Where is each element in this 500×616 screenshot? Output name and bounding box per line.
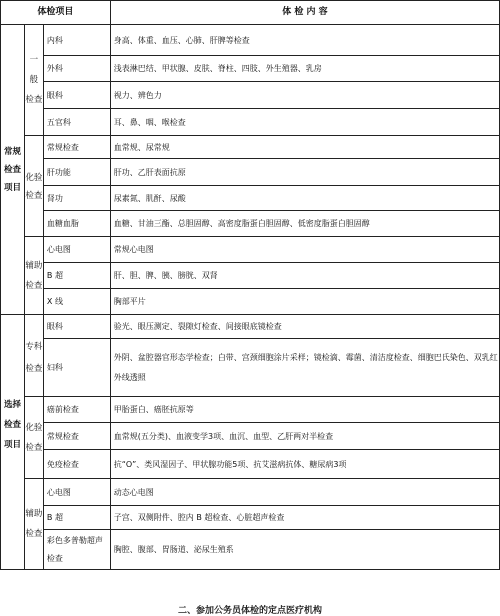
row-content: 常规心电图 [110,237,499,263]
row-item: 眼科 [43,82,110,109]
row-item: 癌前检查 [43,397,110,423]
table-row [1,263,500,289]
table-row [1,56,500,82]
row-item: X 线 [43,289,110,315]
row-content: 验光、眼压测定、裂隙灯检查、间接眼底镜检查 [110,315,499,339]
table-row [1,186,500,211]
row-item: 心电图 [43,237,110,263]
row-content: 耳、鼻、咽、喉检查 [110,109,499,136]
row-item: 免疫检查 [43,450,110,479]
row-content: 外阴、盆腔器官形态学检查；白带、宫颈细胞涂片采样；镜检滴、霉菌、清洁度检查、细胞巴氏染色、双乳红外线透照 [110,339,499,397]
general-subgroup-label: 一 般 检查 [24,25,43,136]
table-row [1,289,500,315]
row-content: 肝功、乙肝表面抗原 [110,159,499,186]
row-content: 血常规、尿常规 [110,136,499,159]
row-content: 血糖、甘油三酯、总胆固醇、高密度脂蛋白胆固醇、低密度脂蛋白胆固醇 [110,211,499,237]
row-content: 子宫、双侧附件、腔内 B 超检查、心脏超声检查 [110,506,499,530]
aux-subgroup-label: 辅助 检查 [24,237,43,315]
row-content: 肝、胆、脾、胰、膀胱、双肾 [110,263,499,289]
row-content: 身高、体重、血压、心肺、肝脾等检查 [110,25,499,56]
table-row [1,397,500,423]
lab2-subgroup-label: 化验 检查 [24,397,43,479]
table-row [1,315,500,339]
section-heading-footer: 二、参加公务员体检的定点医疗机构 [177,606,322,616]
table-row [1,530,500,570]
specialty-subgroup-label: 专科 检查 [24,315,43,397]
row-content: 尿素氮、肌酐、尿酸 [110,186,499,211]
row-item: 五官科 [43,109,110,136]
row-item: B 超 [43,263,110,289]
table-row [1,237,500,263]
row-item: 妇科 [43,339,110,397]
table-row [1,82,500,109]
row-content: 视力、辨色力 [110,82,499,109]
row-item: B 超 [43,506,110,530]
table-row [1,136,500,159]
row-item: 心电图 [43,479,110,506]
row-item: 肾功 [43,186,110,211]
row-content: 胸部平片 [110,289,499,315]
header-content-column: 体 检 内 容 [110,1,499,25]
table-row [1,479,500,506]
row-content: 浅表淋巴结、甲状腺、皮肤、脊柱、四肢、外生殖器、乳房 [110,56,499,82]
row-item: 常规检查 [43,423,110,450]
row-content: 胸腔、腹部、胃肠道、泌尿生殖系 [110,530,499,570]
table-row [1,109,500,136]
table-row [1,423,500,450]
row-item: 肝功能 [43,159,110,186]
row-content: 动态心电图 [110,479,499,506]
row-item: 血糖血脂 [43,211,110,237]
table-row [1,211,500,237]
row-content: 甲胎蛋白、癌胚抗原等 [110,397,499,423]
row-item: 外科 [43,56,110,82]
aux2-subgroup-label: 辅助 检查 [24,479,43,570]
row-content: 血常规(五分类)、血液变学3项、血沉、血型、乙肝两对半检查 [110,423,499,450]
row-item: 眼科 [43,315,110,339]
header-item-column: 体检项目 [1,1,111,25]
row-item: 彩色多普勒超声检查 [43,530,110,570]
row-item: 常规检查 [43,136,110,159]
table-row [1,25,500,56]
routine-group-label: 常规 检查 项目 [1,25,25,315]
row-content: 抗“O”、类风湿因子、甲状腺功能5项、抗艾滋病抗体、糖尿病3项 [110,450,499,479]
table-row [1,339,500,397]
lab-subgroup-label: 化验 检查 [24,136,43,237]
table-row [1,450,500,479]
optional-group-label: 选择 检查 项目 [1,315,25,570]
table-row [1,506,500,530]
row-item: 内科 [43,25,110,56]
table-header-row [1,1,500,25]
table-row [1,159,500,186]
